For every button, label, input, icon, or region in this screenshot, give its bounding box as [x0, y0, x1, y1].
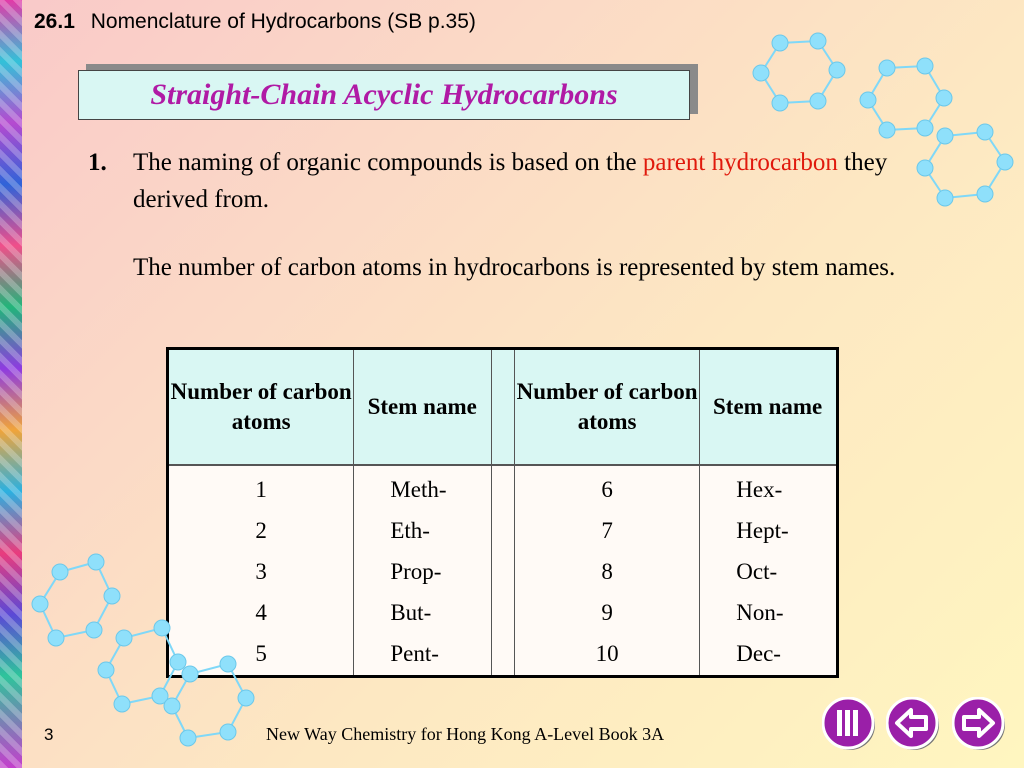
table-cell: 10 — [595, 641, 619, 666]
slide-title: Straight-Chain Acyclic Hydrocarbons — [78, 70, 690, 120]
point-number: 1. — [88, 149, 107, 176]
header-stem-name-right: Stem name — [700, 349, 838, 466]
table-cell: Dec- — [736, 641, 781, 666]
table-cell: Hex- — [736, 477, 783, 502]
table-cell: Prop- — [390, 559, 442, 584]
highlight-term: parent hydrocarbon — [642, 149, 838, 176]
point-text-end: they derived from. — [133, 149, 888, 213]
table-cell: But- — [390, 600, 432, 625]
table-header-row — [168, 349, 838, 466]
table-cell: Meth- — [390, 477, 447, 502]
header-stem-name-left: Stem name — [354, 349, 492, 466]
table-cell: 5 — [255, 641, 267, 666]
table-cell: 4 — [255, 600, 267, 625]
page-number: 3 — [44, 725, 54, 744]
carbon-count-cell-right — [514, 465, 699, 677]
table-cell: Oct- — [736, 559, 778, 584]
table-cell: Eth- — [390, 518, 430, 543]
table-cell: 9 — [601, 600, 613, 625]
table-cell: 6 — [601, 477, 613, 502]
slide-header — [34, 10, 476, 34]
hexagon-molecule-icon — [26, 548, 286, 748]
section-title: Nomenclature of Hydrocarbons (SB p.35) — [90, 10, 476, 33]
back-arrow-icon[interactable] — [886, 697, 940, 751]
header-carbon-count-left: Number of carbon atoms — [168, 349, 354, 466]
table-cell: 2 — [255, 518, 267, 543]
table-cell: 7 — [601, 518, 613, 543]
forward-arrow-icon[interactable] — [952, 697, 1006, 751]
stem-name-cell-left — [354, 465, 492, 677]
table-cell: Non- — [736, 600, 784, 625]
table-cell: 3 — [255, 559, 267, 584]
decorative-left-strip — [0, 0, 22, 768]
table-gap-column — [492, 465, 515, 677]
point-text-start: The naming of organic compounds is based on the — [133, 149, 643, 176]
stem-names-explanation: The number of carbon atoms in hydrocarbons is represented by stem names. — [133, 254, 896, 281]
book-title: New Way Chemistry for Hong Kong A-Level Book 3A — [266, 724, 665, 744]
table-gap-column — [492, 349, 515, 466]
table-cell: 1 — [255, 477, 267, 502]
table-cell: Hept- — [736, 518, 789, 543]
section-number: 26.1 — [34, 10, 75, 33]
stem-name-cell-right — [700, 465, 838, 677]
index-bars-icon[interactable] — [822, 697, 876, 751]
hexagon-molecule-icon — [740, 28, 1024, 218]
table-cell: Pent- — [390, 641, 439, 666]
table-cell: 8 — [601, 559, 613, 584]
header-carbon-count-right: Number of carbon atoms — [514, 349, 699, 466]
